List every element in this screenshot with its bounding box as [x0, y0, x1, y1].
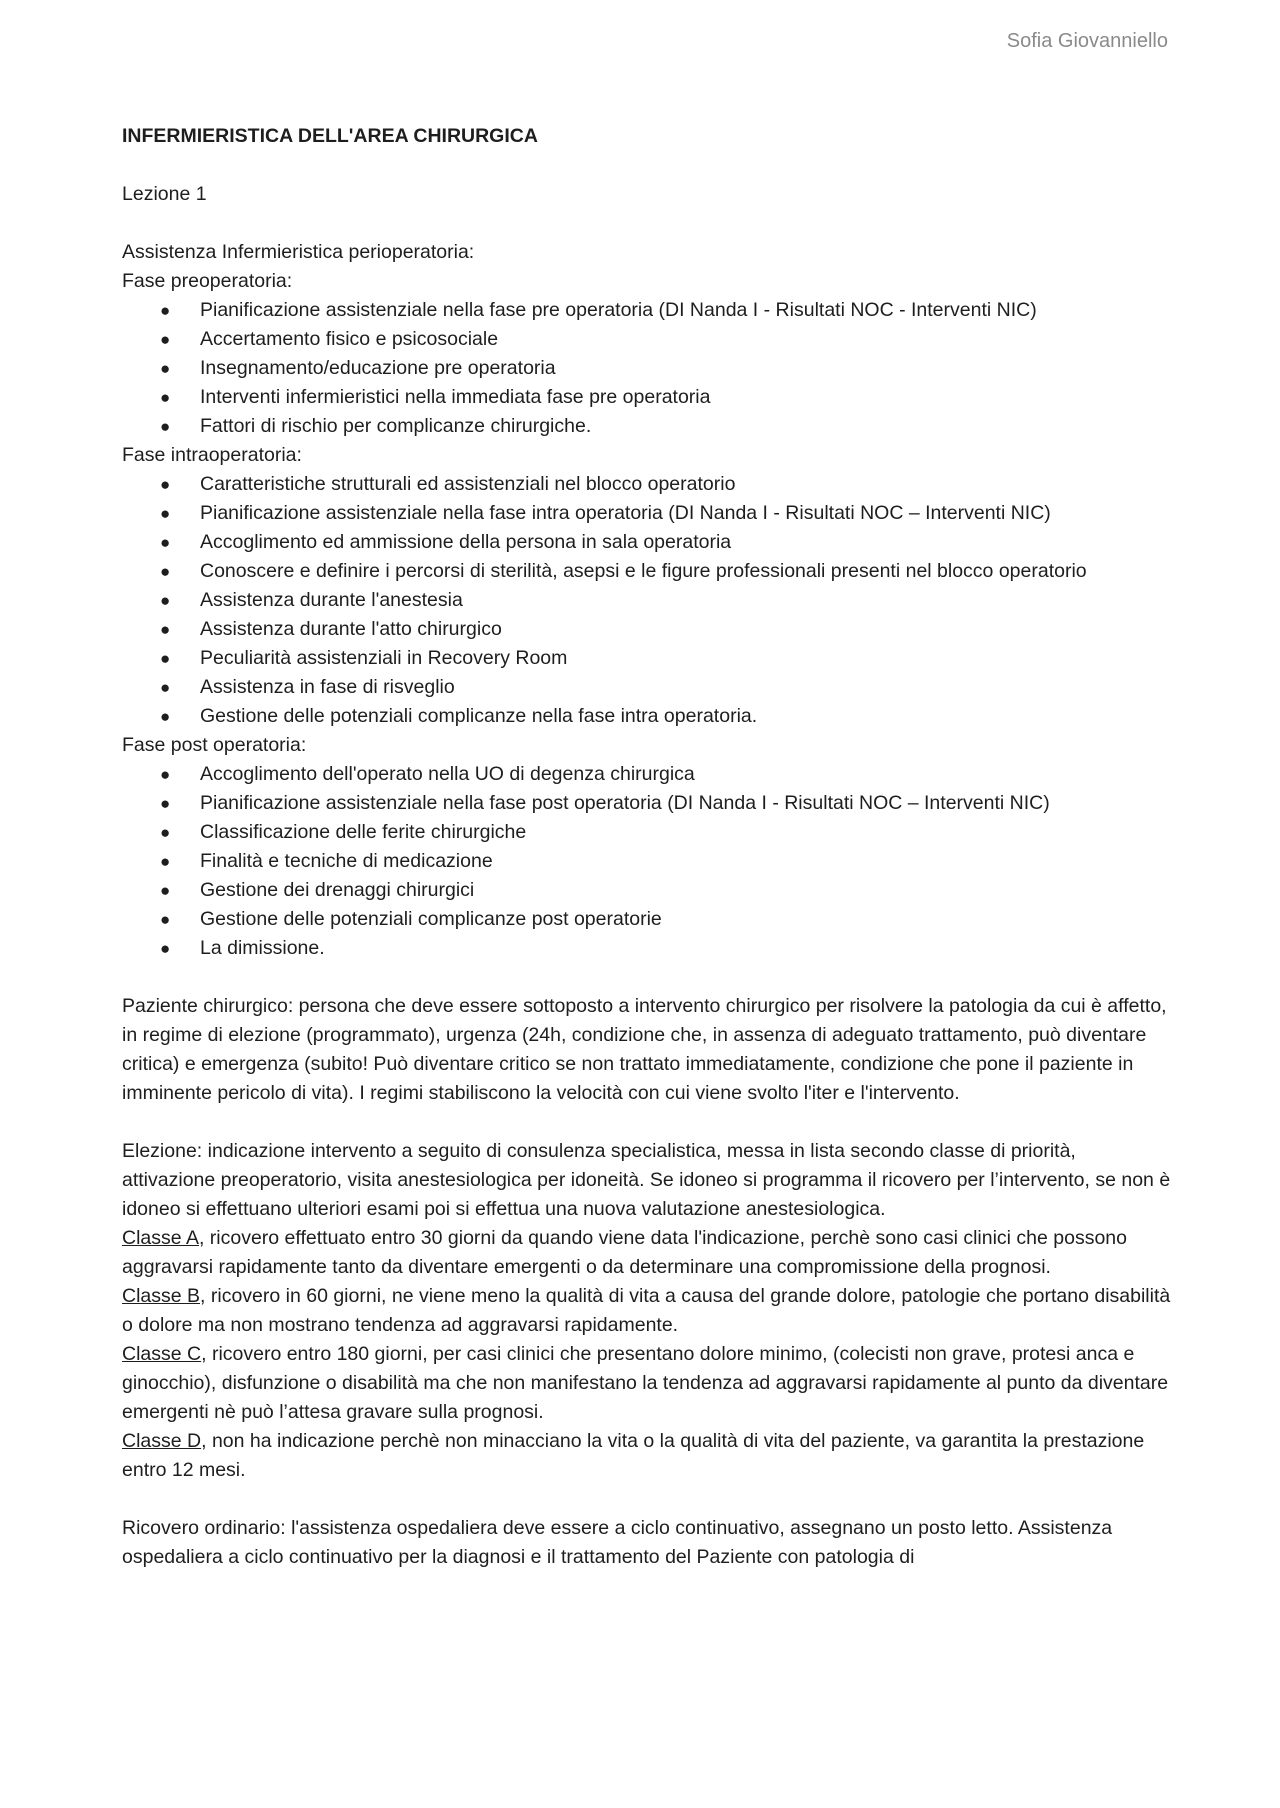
class-a-paragraph — [122, 1224, 1172, 1282]
bullet-icon: ● — [160, 388, 171, 407]
list-item: ● Pianificazione assistenziale nella fase post operatoria (DI Nanda I - Risultati NOC – Interventi NIC) — [200, 789, 1172, 818]
author-name: Sofia Giovanniello — [1006, 30, 1168, 52]
list-item: ● Assistenza durante l'atto chirurgico — [200, 615, 1172, 644]
class-a-text: , ricovero effettuato entro 30 giorni da quando viene data l'indicazione, perchè sono casi clinici che possono aggravarsi rapidamente tanto da diventare emergenti o da determinare una compromissione della prognosi. — [122, 1227, 1127, 1278]
bullet-icon: ● — [160, 707, 171, 726]
list-item: ● Accertamento fisico e psicosociale — [200, 325, 1172, 354]
bullet-icon: ● — [160, 504, 171, 523]
list-item: ● Assistenza in fase di risveglio — [200, 673, 1172, 702]
document-title: INFERMIERISTICA DELL'AREA CHIRURGICA — [122, 125, 538, 147]
phase-heading-postoperative: Fase post operatoria: — [122, 734, 307, 756]
postoperative-list — [122, 760, 1172, 963]
list-item: ● Accoglimento dell'operato nella UO di degenza chirurgica — [200, 760, 1172, 789]
lesson-label: Lezione 1 — [122, 183, 207, 205]
list-item: ● Gestione delle potenziali complicanze nella fase intra operatoria. — [200, 702, 1172, 731]
bullet-icon: ● — [160, 939, 171, 958]
bullet-icon: ● — [160, 649, 171, 668]
class-b-label: Classe B — [122, 1285, 201, 1307]
list-item: ● Gestione dei drenaggi chirurgici — [200, 876, 1172, 905]
bullet-icon: ● — [160, 359, 171, 378]
class-c-paragraph — [122, 1340, 1172, 1427]
list-item: ● Interventi infermieristici nella immediata fase pre operatoria — [200, 383, 1172, 412]
class-b-paragraph — [122, 1282, 1172, 1340]
class-c-label: Classe C — [122, 1343, 202, 1365]
list-item: ● Gestione delle potenziali complicanze post operatorie — [200, 905, 1172, 934]
bullet-icon: ● — [160, 301, 171, 320]
class-d-label: Classe D — [122, 1430, 202, 1452]
list-item: ● Pianificazione assistenziale nella fase pre operatoria (DI Nanda I - Risultati NOC - Interventi NIC) — [200, 296, 1172, 325]
list-item: ● Classificazione delle ferite chirurgiche — [200, 818, 1172, 847]
bullet-icon: ● — [160, 678, 171, 697]
bullet-icon: ● — [160, 620, 171, 639]
class-c-text: , ricovero entro 180 giorni, per casi clinici che presentano dolore minimo, (colecisti non grave, protesi anca e ginocchio), disfunzione o disabilità ma che non manifestano la tendenza ad aggravarsi rapidamente al punto da diventare emergenti nè può l’attesa gravare sulla prognosi. — [122, 1343, 1169, 1423]
phase-heading-intraoperative: Fase intraoperatoria: — [122, 444, 302, 466]
section-heading: Assistenza Infermieristica perioperatoria: — [122, 241, 475, 263]
class-a-label: Classe A — [122, 1227, 199, 1249]
class-d-text: , non ha indicazione perchè non minacciano la vita o la qualità di vita del paziente, va garantita la prestazione entro 12 mesi. — [122, 1430, 1145, 1481]
paragraph-election: Elezione: indicazione intervento a seguito di consulenza specialistica, messa in lista secondo classe di priorità, attivazione preoperatorio, visita anestesiologica per idoneità. Se idoneo si programma il ricovero per l’intervento, se non è idoneo si effettuano ulteriori esami poi si effettua una nuova valutazione anestesiologica. — [122, 1140, 1171, 1220]
preoperative-list — [122, 296, 1172, 441]
paragraph-surgical-patient: Paziente chirurgico: persona che deve essere sottoposto a intervento chirurgico per risolvere la patologia da cui è affetto, in regime di elezione (programmato), urgenza (24h, condizione che, in assenza di adeguato trattamento, può diventare critica) e emergenza (subito! Può diventare critico se non trattato immediatamente, condizione che pone il paziente in imminente pericolo di vita). I regimi stabiliscono la velocità con cui viene svolto l'iter e l'intervento. — [122, 995, 1167, 1104]
list-item: ● Assistenza durante l'anestesia — [200, 586, 1172, 615]
bullet-icon: ● — [160, 475, 171, 494]
bullet-icon: ● — [160, 910, 171, 929]
list-item: ● Conoscere e definire i percorsi di sterilità, asepsi e le figure professionali presenti nel blocco operatorio — [200, 557, 1172, 586]
bullet-icon: ● — [160, 330, 171, 349]
bullet-icon: ● — [160, 591, 171, 610]
document-body — [122, 122, 1172, 1572]
list-item: ● La dimissione. — [200, 934, 1172, 963]
bullet-icon: ● — [160, 765, 171, 784]
list-item: ● Peculiarità assistenziali in Recovery Room — [200, 644, 1172, 673]
bullet-icon: ● — [160, 823, 171, 842]
intraoperative-list — [122, 470, 1172, 731]
bullet-icon: ● — [160, 562, 171, 581]
bullet-icon: ● — [160, 852, 171, 871]
list-item: ● Finalità e tecniche di medicazione — [200, 847, 1172, 876]
list-item: ● Caratteristiche strutturali ed assistenziali nel blocco operatorio — [200, 470, 1172, 499]
phase-heading-preoperative: Fase preoperatoria: — [122, 270, 293, 292]
bullet-icon: ● — [160, 417, 171, 436]
list-item: ● Fattori di rischio per complicanze chirurgiche. — [200, 412, 1172, 441]
bullet-icon: ● — [160, 881, 171, 900]
paragraph-ordinary-admission: Ricovero ordinario: l'assistenza ospedaliera deve essere a ciclo continuativo, assegnano un posto letto. Assistenza ospedaliera a ciclo continuativo per la diagnosi e il trattamento del Paziente con patologia di — [122, 1517, 1113, 1568]
class-b-text: , ricovero in 60 giorni, ne viene meno la qualità di vita a causa del grande dolore, patologie che portano disabilità o dolore ma non mostrano tendenza ad aggravarsi rapidamente. — [122, 1285, 1171, 1336]
list-item: ● Pianificazione assistenziale nella fase intra operatoria (DI Nanda I - Risultati NOC – Interventi NIC) — [200, 499, 1172, 528]
bullet-icon: ● — [160, 533, 171, 552]
class-d-paragraph — [122, 1427, 1172, 1485]
bullet-icon: ● — [160, 794, 171, 813]
list-item: ● Accoglimento ed ammissione della persona in sala operatoria — [200, 528, 1172, 557]
list-item: ● Insegnamento/educazione pre operatoria — [200, 354, 1172, 383]
